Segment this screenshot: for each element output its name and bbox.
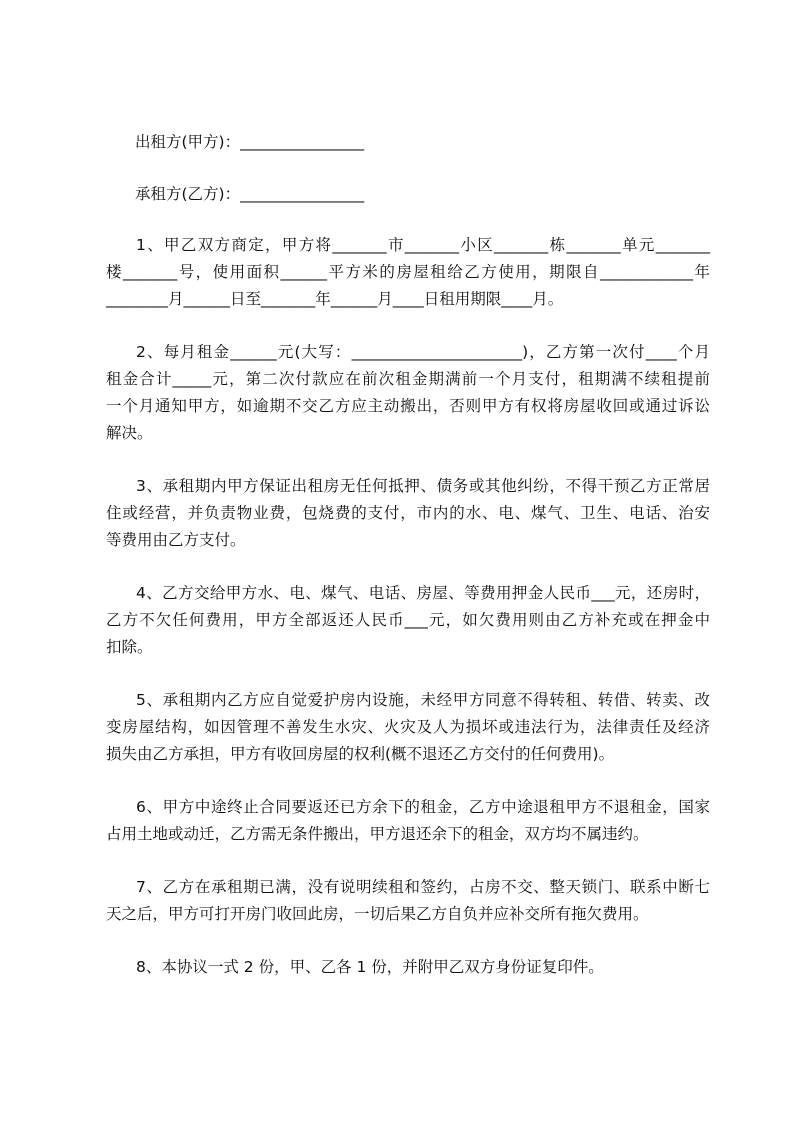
clause-line: 6、甲方中途终止合同要返还已方余下的租金，乙方中途退租甲方不退租金，国家 — [136, 798, 710, 816]
clause-line: 解决。 — [106, 424, 153, 442]
clause-5 — [106, 687, 710, 768]
lessor-field: 出租方(甲方)：________________ — [135, 133, 365, 151]
clause-line: 占用土地或动迁，乙方需无条件搬出，甲方退还余下的租金，双方均不属违约。 — [106, 825, 649, 843]
lessee-field: 承租方(乙方)：________________ — [135, 185, 365, 203]
clause-7 — [106, 874, 710, 928]
clause-line: ________月______日至_______年______月____日租用期限____月。 — [106, 290, 564, 308]
clause-line: 住或经营，并负责物业费，包烧费的支付，市内的水、电、煤气、卫生、电话、治安 — [106, 504, 710, 522]
clause-line: 4、乙方交给甲方水、电、煤气、电话、房屋、等费用押金人民币___元，还房时， — [136, 584, 710, 602]
clause-line: 租金合计_____元，第二次付款应在前次租金期满前一个月支付，租期满不续租提前 — [106, 370, 710, 388]
clause-line: 8、本协议一式 2 份，甲、乙各 1 份，并附甲乙双方身份证复印件。 — [136, 958, 604, 976]
clause-line: 7、乙方在承租期已满，没有说明续租和签约，占房不交、整天锁门、联系中断七 — [136, 878, 710, 896]
clause-1 — [106, 232, 710, 313]
clause-line: 损失由乙方承担，甲方有收回房屋的权利(概不退还乙方交付的任何费用)。 — [106, 745, 615, 763]
clause-line: 变房屋结构，如因管理不善发生水灾、火灾及人为损坏或违法行为，法律责任及经济 — [106, 718, 710, 736]
clause-2 — [106, 339, 710, 447]
clause-8 — [106, 954, 710, 981]
clause-line: 2、每月租金______元(大写：______________________)，乙方第一次付____个月 — [136, 343, 710, 361]
clause-3 — [106, 473, 710, 554]
clause-line: 天之后，甲方可打开房门收回此房，一切后果乙方自负并应补交所有拖欠费用。 — [106, 905, 649, 923]
clause-line: 等费用由乙方支付。 — [106, 531, 246, 549]
contract-clauses — [106, 232, 710, 1007]
clause-line: 1、甲乙双方商定，甲方将_______市_______小区_______栋_______单元_______ — [136, 236, 710, 254]
clause-line: 乙方不欠任何费用，甲方全部返还人民币___元，如欠费用则由乙方补充或在押金中 — [106, 611, 710, 629]
clause-line: 楼_______号，使用面积______平方米的房屋租给乙方使用，期限自____________年 — [106, 263, 710, 281]
clause-line: 扣除。 — [106, 638, 153, 656]
clause-4 — [106, 580, 710, 661]
clause-line: 5、承租期内乙方应自觉爱护房内设施，未经甲方同意不得转租、转借、转卖、改 — [136, 691, 710, 709]
clause-line: 一个月通知甲方，如逾期不交乙方应主动搬出，否则甲方有权将房屋收回或通过诉讼 — [106, 397, 710, 415]
clause-line: 3、承租期内甲方保证出租房无任何抵押、债务或其他纠纷，不得干预乙方正常居 — [136, 477, 710, 495]
clause-6 — [106, 794, 710, 848]
